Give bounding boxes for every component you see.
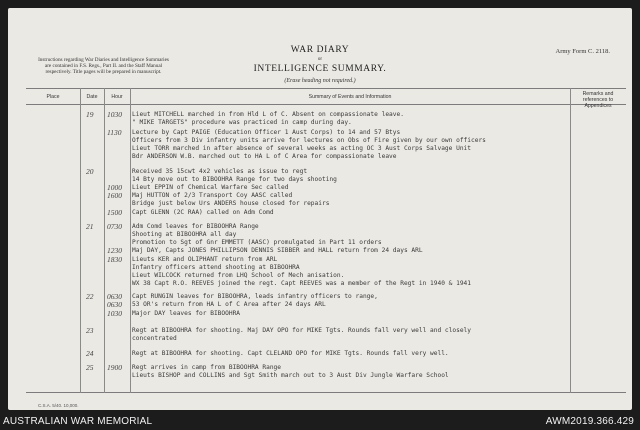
entry-summary: Lieut TORR marched in after absence of several weeks as acting OC 3 Aust Corps Salvage Unit bbox=[132, 145, 471, 152]
col-divider-date bbox=[104, 88, 105, 393]
source-caption: AUSTRALIAN WAR MEMORIAL bbox=[3, 416, 153, 427]
bottom-rule bbox=[26, 392, 626, 393]
header-rule-bottom bbox=[26, 104, 626, 105]
entry-summary: Lieut EPPIN of Chemical Warfare Sec called bbox=[132, 184, 289, 191]
entry-summary: Lecture by Capt PAIGE (Education Officer 1 Aust Corps) to 14 and 57 Btys bbox=[132, 129, 401, 136]
entry-summary: WX 38 Capt R.O. REEVES joined the regt. Capt REEVES was a member of the Regt in 1940 & 1941 bbox=[132, 280, 471, 287]
instructions-text: Instructions regarding War Diaries and Intelligence Summaries are contained in F.S. Regs., Part II. and the Staff Manual respectively. Title pages will be prepared in manuscript. bbox=[38, 57, 169, 75]
print-code: C.S.A. 5/40. 10,000. bbox=[38, 403, 79, 408]
col-divider-place bbox=[80, 88, 81, 393]
col-header-remarks: Remarks and references to Appendices bbox=[582, 91, 614, 109]
entry-summary: 14 Bty move out to BIBOOHRA Range for two days shooting bbox=[132, 176, 337, 183]
erase-note: (Erase heading not required.) bbox=[284, 78, 356, 84]
form-number: Army Form C. 2118. bbox=[555, 48, 610, 55]
entry-date: 23 bbox=[86, 326, 94, 335]
entry-summary: Regt at BIBOOHRA for shooting. Maj DAY OPO for MIKE Tgts. Rounds fall very well and closely bbox=[132, 327, 471, 334]
entry-hour: 1030 bbox=[107, 309, 122, 318]
page-title: WAR DIARY bbox=[290, 45, 350, 55]
col-divider-summary bbox=[570, 88, 571, 393]
page-subtitle: INTELLIGENCE SUMMARY. bbox=[253, 64, 387, 74]
entry-summary: Lieuts BISHOP and COLLINS and Sgt Smith march out to 3 Aust Div Jungle Warfare School bbox=[132, 372, 449, 379]
entry-summary: Received 35 15cwt 4x2 vehicles as issue to regt bbox=[132, 168, 308, 175]
entry-hour: 1600 bbox=[107, 191, 122, 200]
col-divider-hour bbox=[130, 88, 131, 393]
entry-summary: Lieut MITCHELL marched in from Hld L of C. Absent on compassionate leave. bbox=[132, 111, 404, 118]
entry-date: 20 bbox=[86, 167, 94, 176]
diary-page bbox=[8, 8, 632, 410]
title-or: or bbox=[317, 57, 323, 62]
entry-summary: Promotion to Sgt of Gnr EMMETT (AASC) promulgated in Part 11 orders bbox=[132, 239, 382, 246]
entry-summary: Major DAY leaves for BIBOOHRA bbox=[132, 310, 241, 317]
col-header-place: Place bbox=[46, 94, 60, 100]
entry-summary: 53 OR's return from HA L of C Area after 24 days ARL bbox=[132, 301, 326, 308]
col-header-summary: Summary of Events and Information bbox=[308, 94, 392, 100]
entry-hour: 1000 bbox=[107, 183, 122, 192]
entry-summary: Lieuts KER and OLIPHANT return from ARL bbox=[132, 256, 278, 263]
entry-summary: Regt at BIBOOHRA for shooting. Capt CLELAND OPO for MIKE Tgts. Rounds fall very well. bbox=[132, 350, 449, 357]
entry-summary: Adm Comd leaves for BIBOOHRA Range bbox=[132, 223, 259, 230]
entry-summary: Officers from 3 Div infantry units arrive for lectures on Obs of Fire given by our own officers bbox=[132, 137, 486, 144]
entry-summary: Capt RUNGIN leaves for BIBOOHRA, leads infantry officers to range, bbox=[132, 293, 378, 300]
entry-summary: Bridge just below Urs ANDERS house closed for repairs bbox=[132, 200, 330, 207]
header-rule-top bbox=[26, 88, 626, 89]
col-header-hour: Hour bbox=[111, 94, 123, 100]
entry-hour: 0630 bbox=[107, 292, 122, 301]
entry-hour: 1230 bbox=[107, 246, 122, 255]
entry-hour: 1830 bbox=[107, 255, 122, 264]
entry-hour: 0630 bbox=[107, 300, 122, 309]
entry-summary: Regt arrives in camp from BIBOOHRA Range bbox=[132, 364, 282, 371]
entry-date: 25 bbox=[86, 363, 94, 372]
entry-hour: 1030 bbox=[107, 110, 122, 119]
entry-date: 24 bbox=[86, 349, 94, 358]
entry-hour: 0730 bbox=[107, 222, 122, 231]
entry-summary: " MIKE TARGETS" procedure was practiced in camp during day. bbox=[132, 119, 352, 126]
entry-date: 21 bbox=[86, 222, 94, 231]
accession-number: AWM2019.366.429 bbox=[545, 416, 634, 427]
col-header-date: Date bbox=[86, 94, 98, 100]
entry-hour: 1900 bbox=[107, 363, 122, 372]
entry-summary: Maj HUTTON of 2/3 Transport Coy AASC called bbox=[132, 192, 293, 199]
entry-hour: 1130 bbox=[107, 128, 122, 137]
entry-summary: Capt GLENN (2C RAA) called on Adm Comd bbox=[132, 209, 274, 216]
entry-date: 22 bbox=[86, 292, 94, 301]
entry-summary: Shooting at BIBOOHRA all day bbox=[132, 231, 237, 238]
entry-summary: Infantry officers attend shooting at BIBOOHRA bbox=[132, 264, 300, 271]
entry-summary: Bdr ANDERSON W.B. marched out to HA L of C Area for compassionate leave bbox=[132, 153, 397, 160]
entry-summary: Maj DAY, Capts JONES PHILLIPSON DENNIS SIBBER and HALL return from 24 days ARL bbox=[132, 247, 423, 254]
entry-summary: Lieut WILCOCK returned from LHQ School of Mech anisation. bbox=[132, 272, 345, 279]
entry-summary: concentrated bbox=[132, 335, 177, 342]
entry-date: 19 bbox=[86, 110, 94, 119]
entry-hour: 1500 bbox=[107, 208, 122, 217]
